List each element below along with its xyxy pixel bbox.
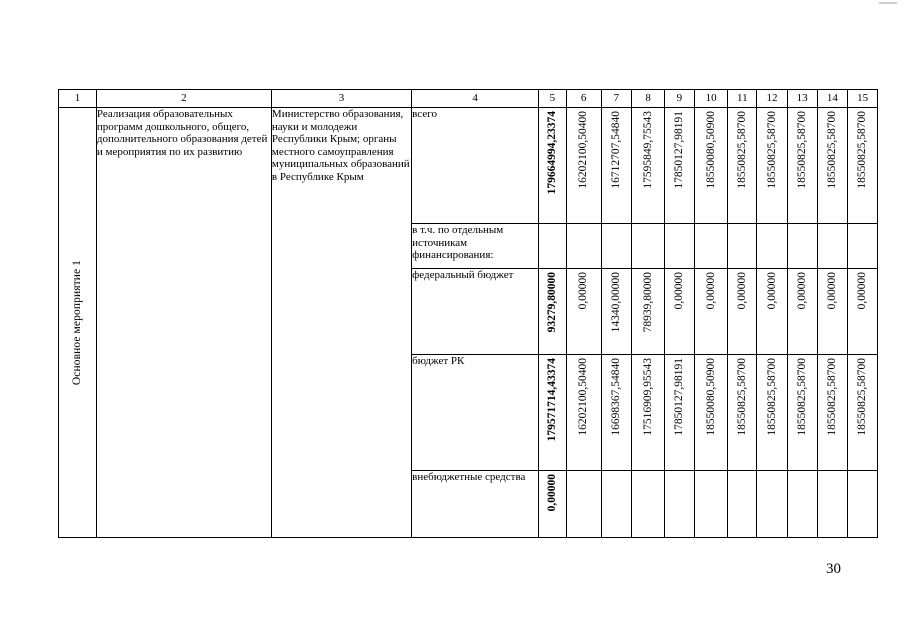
- year-value-cell: [728, 269, 757, 355]
- funding-source-cell: федеральный бюджет: [412, 269, 539, 355]
- value-text: 179664994,23374: [546, 111, 559, 195]
- year-value-cell: [632, 224, 665, 269]
- header-cell: 14: [817, 90, 848, 108]
- value-text: 17595849,75543: [641, 111, 654, 189]
- value-text: 16202100,50400: [577, 111, 590, 189]
- value-text: 0,00000: [736, 272, 749, 310]
- value-text: 16712707,54840: [610, 111, 623, 189]
- year-value-cell: [817, 224, 848, 269]
- value-text: 18550825,58700: [765, 358, 778, 436]
- year-value-cell: [694, 108, 728, 224]
- value-text: 18550825,58700: [765, 111, 778, 189]
- year-value-cell: [694, 471, 728, 538]
- value-text: 0,00000: [577, 272, 590, 310]
- value-text: 18550825,58700: [736, 111, 749, 189]
- value-text: 18550825,58700: [736, 358, 749, 436]
- header-cell: 12: [757, 90, 788, 108]
- funding-source-cell: всего: [412, 108, 539, 224]
- year-value-cell: [566, 108, 601, 224]
- year-value-cell: [757, 224, 788, 269]
- year-value-cell: [817, 269, 848, 355]
- row-label: Основное мероприятие 1: [71, 259, 84, 386]
- header-row: [59, 90, 878, 108]
- year-value-cell: [665, 108, 695, 224]
- year-value-cell: [694, 269, 728, 355]
- year-value-cell: [566, 355, 601, 471]
- header-cell: 13: [787, 90, 817, 108]
- year-value-cell: [728, 108, 757, 224]
- year-value-cell: [665, 355, 695, 471]
- year-value-cell: [728, 471, 757, 538]
- value-text: 0,00000: [795, 272, 808, 310]
- row-label-cell: [59, 108, 97, 538]
- year-value-cell: [694, 224, 728, 269]
- year-value-cell: [757, 108, 788, 224]
- value-text: 17850127,98191: [673, 111, 686, 189]
- funding-source-cell: бюджет РК: [412, 355, 539, 471]
- header-cell: 5: [539, 90, 567, 108]
- header-cell: 15: [848, 90, 878, 108]
- year-value-cell: [632, 108, 665, 224]
- year-value-cell: [665, 269, 695, 355]
- year-value-cell: [787, 224, 817, 269]
- year-value-cell: [566, 269, 601, 355]
- year-value-cell: [566, 471, 601, 538]
- budget-table: [58, 89, 878, 538]
- funding-source-cell: внебюджетные средства: [412, 471, 539, 538]
- year-value-cell: [848, 471, 878, 538]
- corner-mark: [879, 2, 897, 4]
- year-value-cell: [848, 355, 878, 471]
- total-value-cell: [539, 108, 567, 224]
- page-number: 30: [826, 561, 841, 577]
- year-value-cell: [787, 269, 817, 355]
- funding-source-cell: в т.ч. по отдельным источникам финансирования:: [412, 224, 539, 269]
- year-value-cell: [787, 355, 817, 471]
- year-value-cell: [848, 108, 878, 224]
- value-text: 16698367,54840: [610, 358, 623, 436]
- year-value-cell: [787, 108, 817, 224]
- value-text: 18550825,58700: [826, 358, 839, 436]
- year-value-cell: [632, 471, 665, 538]
- total-value-cell: [539, 471, 567, 538]
- value-text: 18550825,58700: [856, 111, 869, 189]
- year-value-cell: [787, 471, 817, 538]
- value-text: 18550825,58700: [856, 358, 869, 436]
- description-cell: Реализация образовательных программ дошкольного, общего, дополнительного образования детей и мероприятия по их развитию: [96, 108, 271, 538]
- header-cell: 2: [96, 90, 271, 108]
- year-value-cell: [757, 269, 788, 355]
- year-value-cell: [757, 355, 788, 471]
- value-text: 18550080,50900: [704, 358, 717, 436]
- year-value-cell: [601, 269, 632, 355]
- header-cell: 11: [728, 90, 757, 108]
- header-cell: 8: [632, 90, 665, 108]
- year-value-cell: [817, 471, 848, 538]
- value-text: 18550825,58700: [795, 111, 808, 189]
- value-text: 93279,80000: [546, 272, 559, 333]
- value-text: 0,00000: [826, 272, 839, 310]
- value-text: 14340,00000: [610, 272, 623, 333]
- year-value-cell: [601, 355, 632, 471]
- header-cell: 7: [601, 90, 632, 108]
- year-value-cell: [694, 355, 728, 471]
- value-text: 18550825,58700: [795, 358, 808, 436]
- year-value-cell: [665, 471, 695, 538]
- total-value-cell: [539, 355, 567, 471]
- header-cell: 10: [694, 90, 728, 108]
- year-value-cell: [817, 355, 848, 471]
- year-value-cell: [632, 269, 665, 355]
- value-text: 0,00000: [546, 474, 559, 512]
- header-cell: 1: [59, 90, 97, 108]
- value-text: 18550080,50900: [704, 111, 717, 189]
- year-value-cell: [848, 269, 878, 355]
- year-value-cell: [601, 471, 632, 538]
- value-text: 18550825,58700: [826, 111, 839, 189]
- responsible-cell: Министерство образования, науки и молодежи Республики Крым; органы местного самоуправления муниципальных образований в Республике Крым: [271, 108, 411, 538]
- value-text: 179571714,43374: [546, 358, 559, 442]
- header-cell: 4: [412, 90, 539, 108]
- total-value-cell: [539, 269, 567, 355]
- value-text: 16202100,50400: [577, 358, 590, 436]
- year-value-cell: [601, 108, 632, 224]
- total-value-cell: [539, 224, 567, 269]
- table-row: [59, 108, 878, 224]
- year-value-cell: [566, 224, 601, 269]
- year-value-cell: [757, 471, 788, 538]
- year-value-cell: [728, 224, 757, 269]
- value-text: 17516909,95543: [641, 358, 654, 436]
- year-value-cell: [817, 108, 848, 224]
- header-cell: 3: [271, 90, 411, 108]
- year-value-cell: [665, 224, 695, 269]
- value-text: 0,00000: [856, 272, 869, 310]
- header-cell: 6: [566, 90, 601, 108]
- value-text: 0,00000: [765, 272, 778, 310]
- value-text: 78939,80000: [641, 272, 654, 333]
- value-text: 0,00000: [673, 272, 686, 310]
- value-text: 17850127,98191: [673, 358, 686, 436]
- year-value-cell: [848, 224, 878, 269]
- year-value-cell: [728, 355, 757, 471]
- year-value-cell: [601, 224, 632, 269]
- value-text: 0,00000: [704, 272, 717, 310]
- header-cell: 9: [665, 90, 695, 108]
- year-value-cell: [632, 355, 665, 471]
